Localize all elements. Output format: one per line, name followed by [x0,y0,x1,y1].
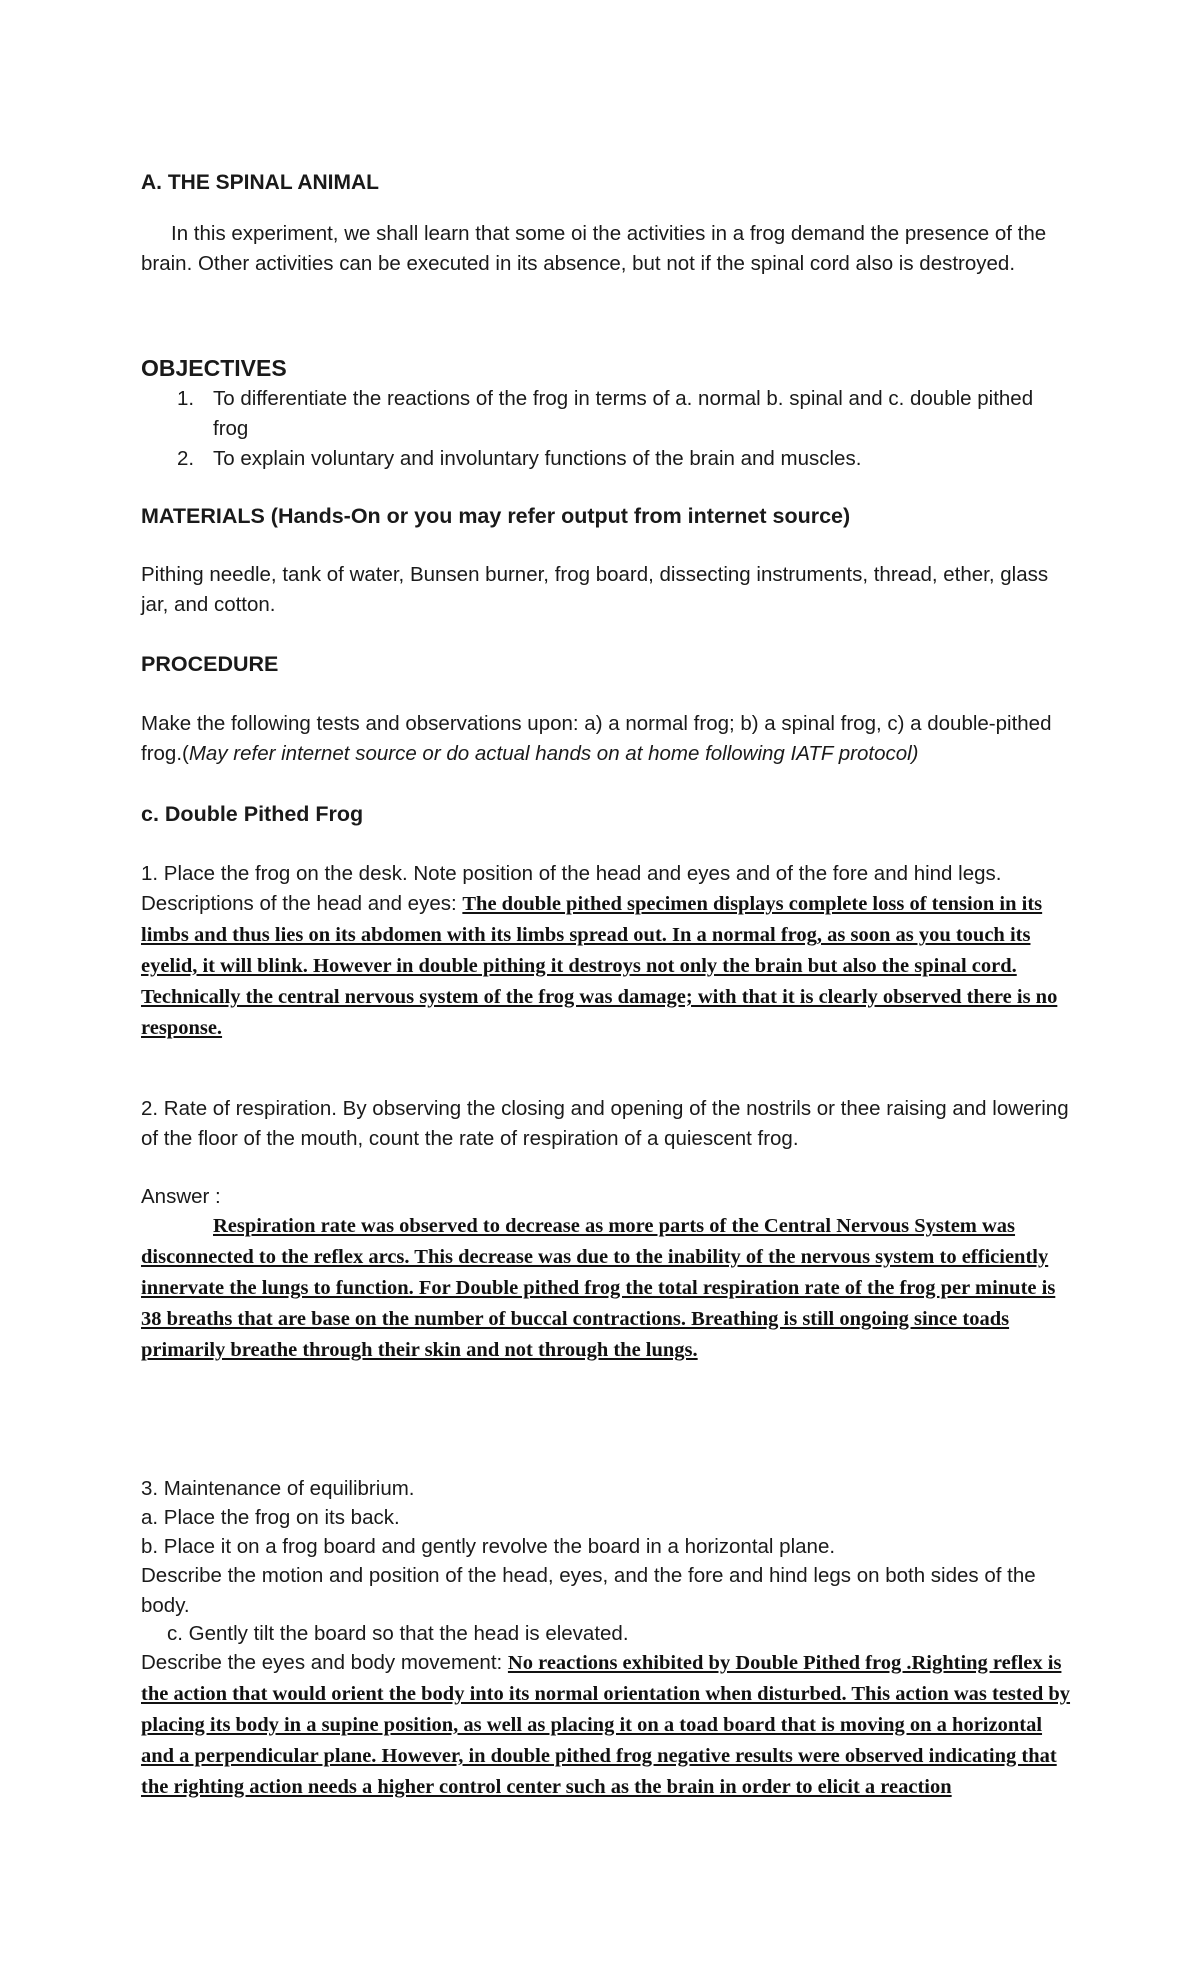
step3-answer: No reactions exhibited by Double Pithed frog .Righting reflex is the action that would orient the body into its normal orientation when disturbed. This action was tested by placing its body in a supine position, as well as placing it on a toad board that is moving on a horizontal and a perpendicular plane. However, in double pithed frog negative results were observed indicating that the righting action needs a higher control center such as the brain in order to elicit a reaction [141,1652,1071,1798]
procedure-heading: PROCEDURE [141,652,279,676]
procedure-text-plain: Make the following tests and observations upon: a) a normal frog; b) a spinal frog, c) a double-pithed frog.( [141,712,1052,765]
step1-paragraph [141,859,1071,1044]
objective-number: 2. [177,447,195,470]
objective-number: 1. [177,387,195,410]
step3-c: c. Gently tilt the board so that the head is elevated. [167,1622,629,1645]
materials-text: Pithing needle, tank of water, Bunsen burner, frog board, dissecting instruments, thread, ether, glass jar, and cotton. [141,563,1049,616]
step3-title: 3. Maintenance of equilibrium. [141,1477,415,1500]
step3-a: a. Place the frog on its back. [141,1506,400,1529]
objective-item [141,444,1071,474]
objectives-list [141,384,1071,474]
step2-instruction: 2. Rate of respiration. By observing the closing and opening of the nostrils or thee raising and lowering of the floor of the mouth, count the rate of respiration of a quiescent frog. [141,1097,1069,1150]
step3-b: b. Place it on a frog board and gently revolve the board in a horizontal plane. [141,1535,836,1558]
step3-eyes-label: Describe the eyes and body movement: [141,1651,508,1674]
objective-text: To explain voluntary and involuntary functions of the brain and muscles. [213,447,862,470]
section-a-intro: In this experiment, we shall learn that some oi the activities in a frog demand the presence of the brain. Other activities can be executed in its absence, but not if the spinal cord also is destroyed. [141,222,1047,275]
step2-answer: Respiration rate was observed to decrease as more parts of the Central Nervous System was disconnected to the reflex arcs. This decrease was due to the inability of the nervous system to efficiently innervate the lungs to function. For Double pithed frog the total respiration rate of the frog per minute is 38 breaths that are base on the number of buccal contractions. Breathing is still ongoing since toads primarily breathe through their skin and not through the lungs. [141,1215,1056,1361]
step3-eyes-paragraph [141,1648,1071,1803]
double-pithed-heading: c. Double Pithed Frog [141,802,364,826]
answer-label: Answer : [141,1185,221,1208]
section-a-heading: A. THE SPINAL ANIMAL [141,171,380,194]
procedure-note: May refer internet source or do actual hands on at home following IATF protocol) [188,742,919,765]
step1-instruction: 1. Place the frog on the desk. Note position of the head and eyes and of the fore and hind legs. Descriptions of the head and eyes: [141,862,1002,915]
procedure-text [141,709,1071,769]
step1-answer: The double pithed specimen displays complete loss of tension in its limbs and thus lies on its abdomen with its limbs spread out. In a normal frog, as soon as you touch its eyelid, it will blink. However in double pithing it destroys not only the brain but also the spinal cord. Technically the central nervous system of the frog was damage; with that it is clearly observed there is no response. [141,893,1058,1039]
objective-item [141,384,1071,444]
objectives-heading: OBJECTIVES [141,355,287,381]
step3-describe: Describe the motion and position of the head, eyes, and the fore and hind legs on both sides of the body. [141,1564,1036,1617]
objective-text: To differentiate the reactions of the frog in terms of a. normal b. spinal and c. double pithed frog [213,387,1034,440]
materials-heading: MATERIALS (Hands-On or you may refer output from internet source) [141,504,851,528]
